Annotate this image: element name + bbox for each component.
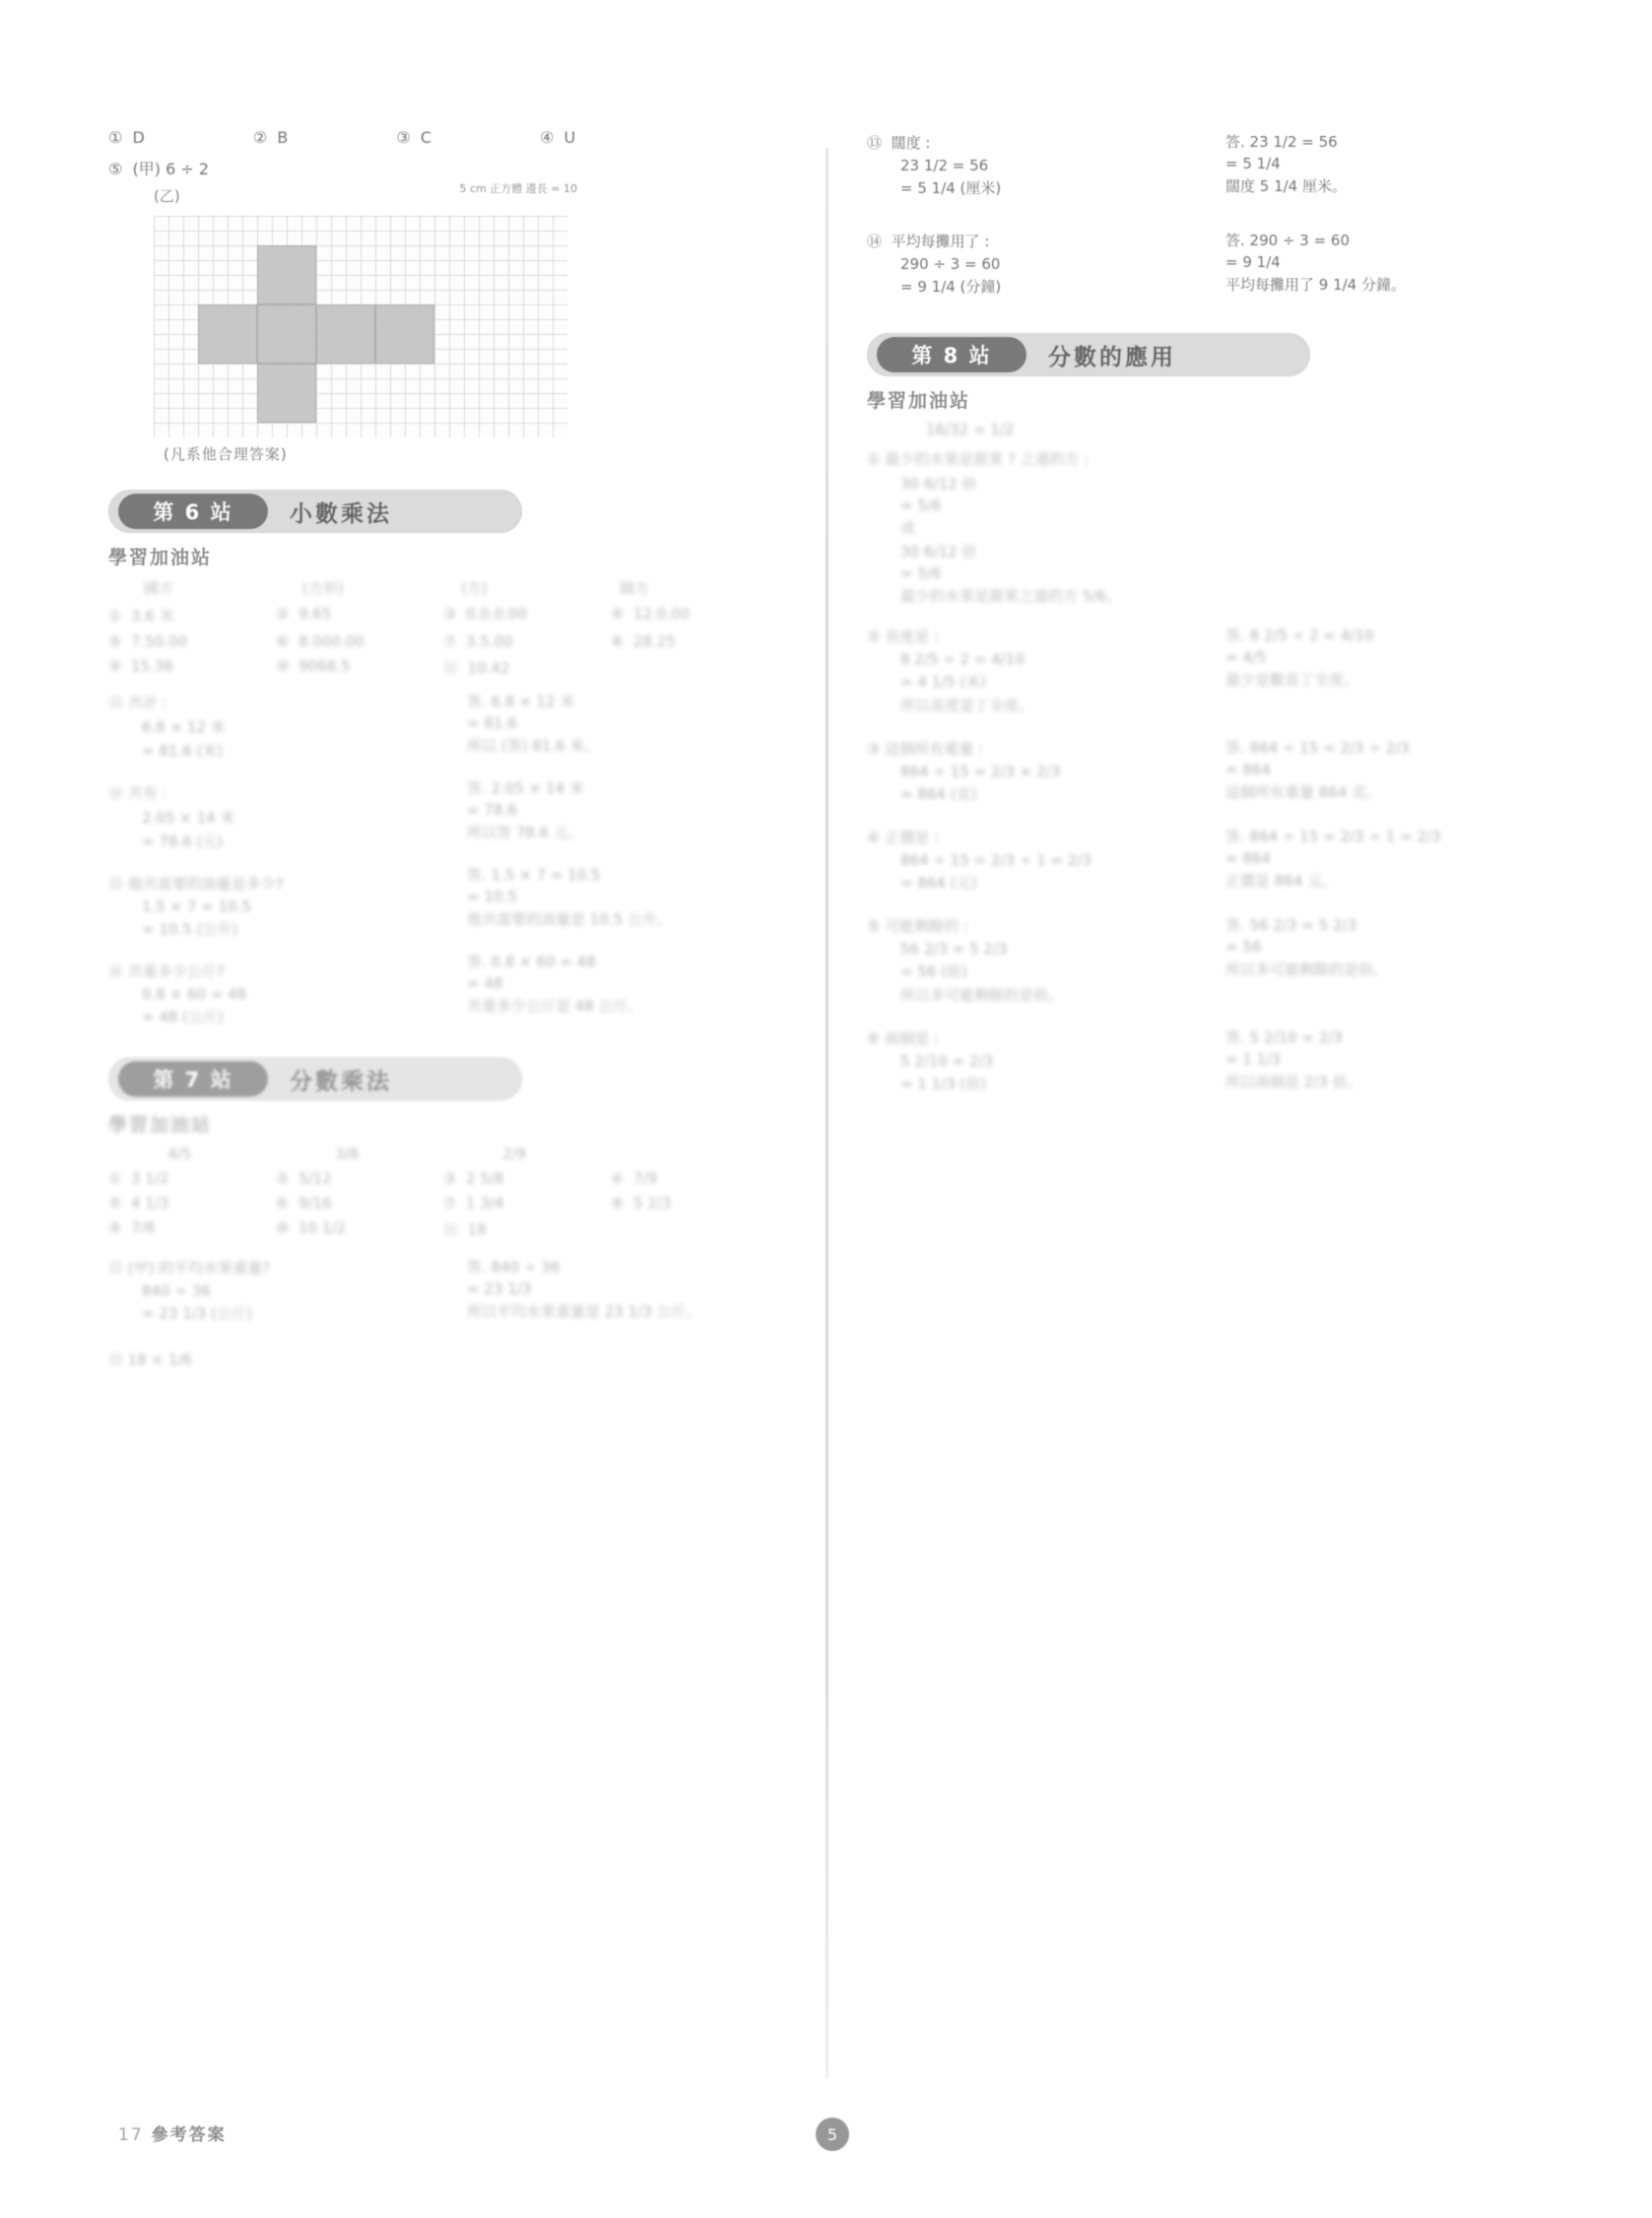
- s6-a8-val: 28.25: [633, 633, 676, 650]
- page-number-badge: 5: [816, 2117, 849, 2151]
- net-cell-center: [257, 304, 316, 364]
- s6-a11-val: 10.42: [467, 659, 510, 677]
- s6-a11-num: ⑪: [443, 659, 459, 677]
- cube-net-figure: [154, 182, 577, 437]
- left-column: [108, 128, 778, 1374]
- s8-i4-q: ④ 正價是 :: [867, 829, 940, 846]
- s7-a11-num: ⑪: [443, 1221, 459, 1239]
- s6-w2-l1: 2.05 × 14 米: [142, 809, 235, 827]
- choice-3-answer: C: [420, 128, 432, 147]
- item-13-a3: 闊度 5 1/4 厘米。: [1225, 177, 1347, 195]
- s6-w3-l2: = 10.5 (公升): [142, 920, 238, 938]
- item-13-a2: = 5 1/4: [1225, 155, 1281, 172]
- s7-a2-num: ②: [276, 1170, 290, 1187]
- net-cell-left: [198, 304, 257, 364]
- section-6-pill: 第 6 站: [118, 494, 268, 529]
- s7-a4-num: ④: [611, 1170, 625, 1187]
- s6-a7-val: 3.5.00: [466, 633, 513, 650]
- footer-title: 參考答案: [151, 2125, 227, 2145]
- item-14-a1: 答. 290 ÷ 3 = 60: [1225, 232, 1351, 249]
- s7-w1-a1: 答. 840 ÷ 36: [467, 1258, 561, 1276]
- item-5-num: ⑤: [108, 160, 123, 178]
- s7-topfrac-1: 4/5: [167, 1145, 192, 1163]
- s7-a1-num: ①: [108, 1170, 122, 1187]
- choice-4-answer: U: [563, 128, 576, 147]
- s8-top-frac: 16/32 = 1/2: [926, 421, 1015, 438]
- item-13-l2: = 5 1/4 (厘米): [900, 179, 1002, 197]
- s6-w3-l1: 1.5 × 7 = 10.5: [142, 898, 252, 915]
- s8-i3-a1: 答. 864 ÷ 15 = 2/3 ÷ 2/3: [1225, 739, 1410, 757]
- s7-a6-val: 9/16: [298, 1194, 332, 1212]
- s8-i3-a2: = 864: [1225, 761, 1271, 778]
- s6-a7-num: ⑦: [443, 633, 457, 650]
- s6-w2-q: ⑭ 共有 :: [108, 784, 167, 802]
- s8-i6-a1: 答. 5 2/10 = 2/3: [1225, 1029, 1343, 1046]
- s8-i4-a2: = 864: [1225, 849, 1271, 867]
- s6-w3-a1: 答. 1.5 × 7 = 10.5: [467, 866, 601, 884]
- s8-i6-a3: 所以兩個是 2/3 倍。: [1225, 1073, 1362, 1091]
- s6-head-4: 圓方: [620, 579, 650, 597]
- net-cell-far-right: [375, 304, 434, 364]
- s6-a6-num: ⑥: [276, 633, 290, 650]
- item-5-text: (甲) 6 ÷ 2: [132, 160, 210, 178]
- choice-3-num: ③: [396, 128, 411, 147]
- s6-a3-num: ③: [443, 605, 457, 623]
- section-6-subhead: 學習加油站: [108, 547, 213, 569]
- s8-i5-l2: = 56 (倍): [900, 963, 967, 980]
- s6-a5-val: 7.50.00: [131, 633, 188, 650]
- s8-i2-a1: 答. 8 2/5 ÷ 2 = 4/10: [1225, 627, 1374, 644]
- s7-w1-a2: = 23 1/3: [467, 1280, 532, 1298]
- s8-item-3: [867, 734, 1537, 807]
- s6-w2-a1: 答. 2.05 × 14 米: [467, 779, 584, 797]
- s7-a2-val: 5/12: [298, 1170, 332, 1187]
- s7-a6-num: ⑥: [276, 1194, 290, 1212]
- s6-w4-l2: = 48 (公斤): [142, 1008, 224, 1026]
- s7-a5-num: ⑤: [108, 1194, 122, 1212]
- s7-w1-q: ⑫ (甲) 的平均水果重量?: [108, 1259, 271, 1277]
- s8-i2-l1: 8 2/5 ÷ 2 = 4/10: [900, 650, 1024, 668]
- section-6-title: 小數乘法: [290, 501, 392, 527]
- s6-a10-val: 9068.5: [298, 657, 351, 675]
- s7-topfrac-3: 2/9: [502, 1145, 527, 1163]
- s8-i3-l1: 864 ÷ 15 = 2/3 × 2/3: [900, 763, 1061, 780]
- s7-a8-num: ⑧: [611, 1194, 625, 1212]
- s8-i6-q: ⑥ 兩個是 :: [867, 1030, 940, 1047]
- s6-a1-val: 3.6 米: [131, 607, 174, 625]
- s8-i5-a3: 所以多可能剩餘的是倍。: [1225, 961, 1389, 978]
- s7-w1-l2: = 23 1/3 (公斤): [142, 1305, 252, 1322]
- s7-w2-q: ⑬ 18 × 1/6: [108, 1351, 193, 1369]
- figure-caption: (凡系他合理答案): [164, 445, 288, 463]
- section-7-top-fracs: [167, 1145, 778, 1163]
- choice-4-num: ④: [540, 128, 555, 147]
- s8-i4-a3: 正價是 864 元。: [1225, 872, 1338, 890]
- section-7-answers: [108, 1170, 778, 1240]
- footer-page-label: 17: [118, 2125, 144, 2145]
- s8-i6-l1: 5 2/10 = 2/3: [900, 1052, 994, 1070]
- s8-i1-l5: = 5/6: [900, 565, 942, 582]
- item-14-block: [867, 227, 1537, 300]
- s7-a11-val: 18: [467, 1221, 487, 1239]
- s8-i3-a3: 這個所有重量 864 克。: [1225, 783, 1382, 801]
- s8-i4-l1: 864 ÷ 15 = 2/3 ÷ 1 = 2/3: [900, 851, 1091, 869]
- s8-i5-a2: = 56: [1225, 938, 1262, 956]
- s6-a6-val: 8.000.00: [298, 633, 364, 650]
- s8-i2-l3: 所以長度是丁全度。: [900, 697, 1034, 714]
- s6-a3-val: 0.0.0.00: [466, 605, 528, 623]
- section-8-title: 分數的應用: [1048, 344, 1176, 370]
- item-5-line: [108, 157, 778, 179]
- s8-i1-l1: 30 6/12 倍: [900, 475, 977, 493]
- s8-i2-q: ② 長度是 :: [867, 628, 940, 645]
- s7-topfrac-2: 3/8: [335, 1145, 360, 1163]
- s8-i3-l2: = 864 (克): [900, 785, 977, 803]
- s6-a4-num: ④: [611, 605, 625, 623]
- net-cell-right: [316, 304, 375, 364]
- section-7-subhead: 學習加油站: [108, 1114, 213, 1136]
- s6-w4-a2: = 48: [467, 975, 503, 992]
- s8-item-6: [867, 1024, 1537, 1097]
- s6-w2-l2: = 78.6 (元): [142, 833, 224, 850]
- s7-a4-val: 7/9: [633, 1170, 658, 1187]
- s6-w3-q: ⑮ 他共需要的油量是多少?: [108, 875, 284, 893]
- section-6-body: [108, 577, 778, 1030]
- s7-a3-num: ③: [443, 1170, 457, 1187]
- s6-w1-a1: 答. 6.8 × 12 米: [467, 693, 575, 710]
- item-14-l2: = 9 1/4 (分鐘): [900, 278, 1002, 296]
- s7-w1-a3: 所以平均水果重量是 23 1/3 公斤。: [467, 1303, 701, 1320]
- s7-a7-num: ⑦: [443, 1194, 457, 1212]
- item-13-num: ⑬: [867, 134, 883, 152]
- s7-w1-l1: 840 ÷ 36: [142, 1282, 211, 1300]
- s6-w1-l1: 6.8 × 12 米: [142, 718, 226, 736]
- s8-item-1: [867, 448, 1537, 606]
- section-8-body: [867, 421, 1537, 1097]
- s6-w1-l2: = 81.6 (米): [142, 742, 224, 760]
- s8-i1-l6: 最少的水果是甜果之道的方 5/6。: [900, 587, 1121, 605]
- s8-i1-q: ① 最少的水果是甜果 ? 之道的方 :: [867, 450, 1090, 468]
- item-13-l1: 23 1/2 = 56: [900, 157, 989, 174]
- s7-a7-val: 1 3/4: [466, 1194, 504, 1212]
- figure-note: 5 cm 正方體 邊長 = 10: [459, 182, 577, 195]
- s8-i5-a1: 答. 56 2/3 = 5 2/3: [1225, 916, 1357, 934]
- item-13-q: 闊度 :: [891, 134, 931, 152]
- section-7-pill: 第 7 站: [118, 1061, 268, 1097]
- section-6-answers: [108, 605, 778, 678]
- s6-w2-a2: = 78.6: [467, 801, 517, 819]
- s6-w1-a2: = 81.6: [467, 714, 517, 732]
- s8-i5-l1: 56 2/3 = 5 2/3: [900, 940, 1008, 958]
- s8-item-4: [867, 823, 1537, 896]
- s6-w4-a1: 答. 0.8 × 60 = 48: [467, 953, 596, 971]
- s6-a2-num: ②: [276, 605, 290, 623]
- s6-a5-num: ⑤: [108, 633, 122, 650]
- section-6-banner: [108, 490, 778, 533]
- s6-a4-val: 12.0.00: [633, 605, 691, 623]
- s6-w2-a3: 所以答 78.6 元。: [467, 824, 583, 841]
- s8-i5-q: ⑤ 可能剩餘的 :: [867, 917, 969, 935]
- s7-a8-val: 5 2/3: [633, 1194, 672, 1212]
- s6-w1-q: ⑬ 共計 :: [108, 694, 167, 711]
- s8-item-5: [867, 911, 1537, 1008]
- choice-2-answer: B: [277, 128, 289, 147]
- item-13-a1: 答. 23 1/2 = 56: [1225, 133, 1338, 151]
- footer-label: [118, 2120, 227, 2145]
- s8-i6-l2: = 1 1/3 (倍): [900, 1075, 987, 1093]
- item-14-a3: 平均每攤用了 9 1/4 分鐘。: [1225, 276, 1406, 294]
- item-14-l1: 290 ÷ 3 = 60: [900, 255, 1001, 273]
- s8-i5-l3: 所以多可能剩餘的是倍。: [900, 986, 1064, 1004]
- section-7-body: [108, 1145, 778, 1374]
- s6-a8-num: ⑧: [611, 633, 625, 650]
- s6-a1-num: ①: [108, 607, 122, 625]
- item-13-block: [867, 128, 1537, 201]
- s8-i4-a1: 答. 864 ÷ 15 = 2/3 ÷ 1 = 2/3: [1225, 828, 1441, 845]
- item-5-sub: (乙): [154, 187, 180, 205]
- net-cell-bottom: [257, 364, 316, 423]
- item-14-q: 平均每攤用了 :: [891, 233, 990, 250]
- right-column: [867, 128, 1537, 1097]
- s7-a10-val: 10 1/2: [298, 1219, 346, 1237]
- s8-i3-q: ③ 這個所有重量 :: [867, 740, 984, 758]
- s6-w4-a3: 共重多少公斤是 48 公斤。: [467, 997, 643, 1015]
- s7-a3-val: 2 5/8: [466, 1170, 504, 1187]
- s6-w4-l1: 0.8 × 60 = 48: [142, 985, 247, 1003]
- s6-w1-a3: 所以 (答) 81.6 米。: [467, 737, 600, 755]
- column-divider: [826, 148, 828, 2079]
- top-choice-row: [108, 128, 778, 147]
- s8-i1-l3: 或: [900, 519, 916, 537]
- s6-w3-a3: 他共需要的油量是 10.5 公升。: [467, 910, 672, 928]
- section-6-header-row: [144, 577, 778, 598]
- section-7-banner: [108, 1057, 778, 1101]
- s6-a10-num: ⑩: [276, 657, 290, 675]
- s7-a1-val: 3 1/2: [131, 1170, 169, 1187]
- s8-i2-l2: = 4 1/5 (米): [900, 673, 987, 691]
- net-cell-top: [257, 245, 316, 304]
- s6-w3-a2: = 10.5: [467, 888, 517, 906]
- s8-i4-l2: = 864 (元): [900, 874, 977, 892]
- s7-a10-num: ⑩: [276, 1219, 290, 1237]
- section-8-banner: [867, 333, 1537, 376]
- section-7-title: 分數乘法: [290, 1068, 392, 1095]
- s6-a9-num: ⑨: [108, 657, 122, 675]
- s8-item-2: [867, 622, 1537, 718]
- s6-a2-val: 9.65: [298, 605, 332, 623]
- s8-i2-a3: 最少是數長丁全度。: [1225, 671, 1359, 689]
- choice-1-answer: D: [132, 128, 145, 147]
- s7-a9-num: ⑨: [108, 1219, 122, 1237]
- s6-w4-q: ⑯ 共重多少公斤?: [108, 963, 225, 980]
- s6-head-2: (方形): [302, 579, 344, 597]
- s8-i1-l4: 30 6/12 倍: [900, 543, 977, 561]
- s6-head-3: (方): [461, 579, 488, 597]
- section-8-pill: 第 8 站: [877, 337, 1026, 372]
- item-14-num: ⑭: [867, 233, 883, 250]
- item-14-a2: = 9 1/4: [1225, 253, 1281, 271]
- s8-i2-a2: = 4/5: [1225, 648, 1267, 666]
- s8-i6-a2: = 1 1/3: [1225, 1050, 1281, 1068]
- s6-a9-val: 15.36: [131, 657, 173, 675]
- s7-a9-val: 7/8: [131, 1219, 156, 1237]
- s8-i1-l2: = 5/6: [900, 497, 942, 514]
- s7-a5-val: 4 1/3: [131, 1194, 169, 1212]
- s6-head-1: 國方: [144, 579, 174, 597]
- choice-1-num: ①: [108, 128, 123, 147]
- choice-2-num: ②: [252, 128, 268, 147]
- section-8-subhead: 學習加油站: [867, 390, 971, 412]
